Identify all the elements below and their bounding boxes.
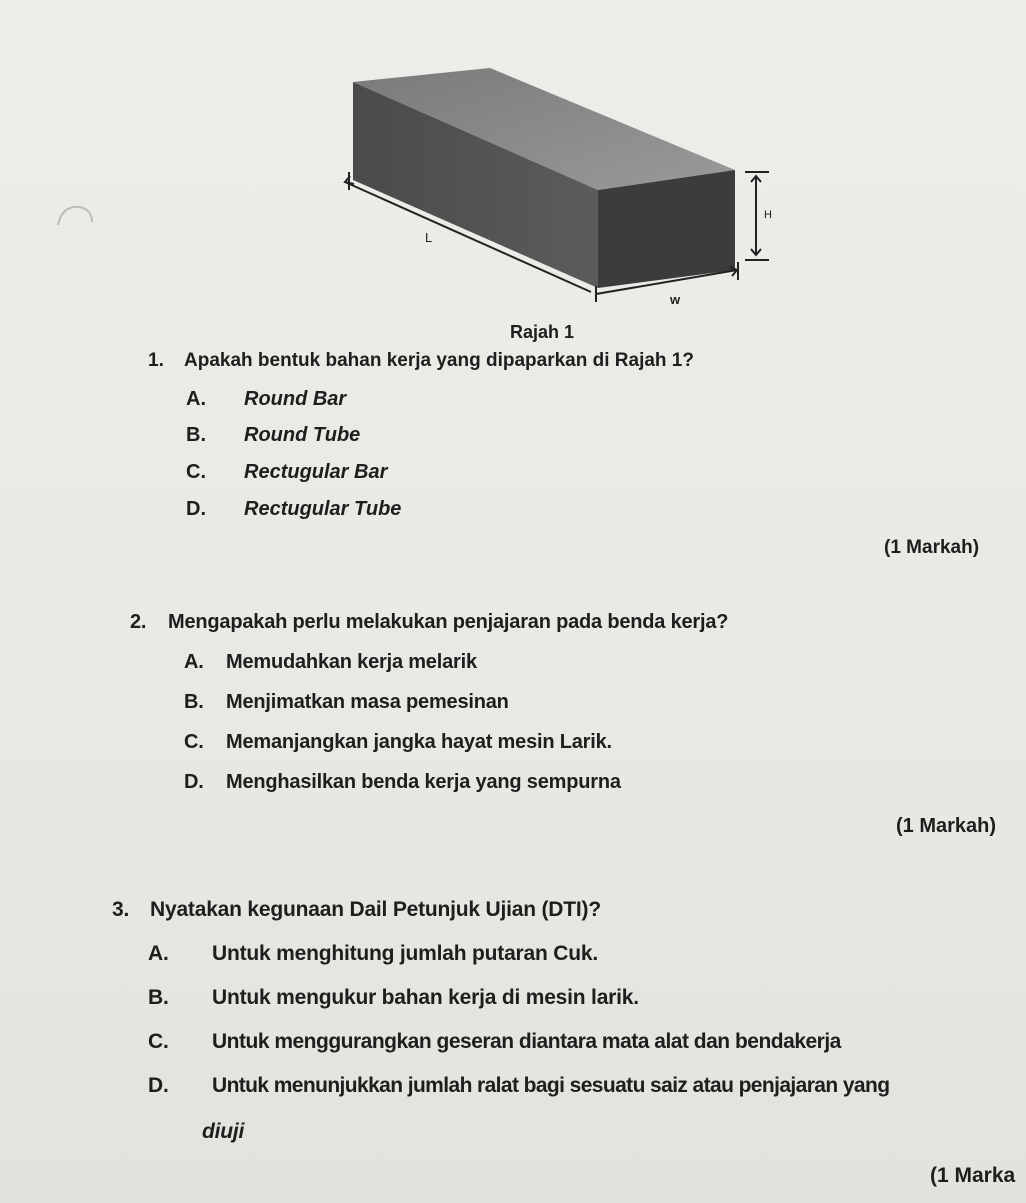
q2-option-a-letter: A. (184, 651, 204, 673)
rectangular-bar-figure (0, 0, 1026, 340)
question-2-number: 2. (130, 611, 147, 633)
q3-option-d-continuation: diuji (202, 1120, 245, 1143)
question-3-number: 3. (112, 898, 130, 921)
q1-option-c-letter: C. (186, 461, 206, 483)
q2-option-b: Menjimatkan masa pemesinan (226, 691, 509, 713)
q3-option-b-letter: B. (148, 986, 169, 1009)
q3-option-a-letter: A. (148, 942, 169, 965)
q1-option-a: Round Bar (244, 388, 347, 410)
q3-option-c-letter: C. (148, 1030, 169, 1053)
q2-option-b-letter: B. (184, 691, 204, 713)
margin-mark (58, 207, 92, 225)
q3-option-c: Untuk menggurangkan geseran diantara mata alat dan bendakerja (212, 1030, 841, 1053)
question-2-text: Mengapakah perlu melakukan penjajaran pada benda kerja? (168, 611, 729, 633)
dim-label-width: w (670, 292, 681, 307)
q2-option-d-letter: D. (184, 771, 204, 793)
q2-marks: (1 Markah) (896, 815, 997, 837)
q3-option-b: Untuk mengukur bahan kerja di mesin larik. (212, 986, 639, 1009)
q1-option-b: Round Tube (244, 424, 361, 446)
q2-option-a: Memudahkan kerja melarik (226, 651, 477, 673)
bar-end-face (598, 170, 735, 288)
q3-option-d-letter: D. (148, 1074, 169, 1097)
q1-option-d: Rectugular Tube (244, 498, 402, 520)
q3-marks: (1 Marka (930, 1164, 1016, 1187)
figure-caption: Rajah 1 (510, 322, 575, 342)
q3-option-d: Untuk menunjukkan jumlah ralat bagi sesuatu saiz atau penjajaran yang (212, 1074, 890, 1097)
dim-label-height: H (764, 209, 772, 221)
question-1-text: Apakah bentuk bahan kerja yang dipaparkan di Rajah 1? (184, 350, 694, 371)
question-3-text: Nyatakan kegunaan Dail Petunjuk Ujian (DTI)? (150, 898, 601, 921)
q3-option-a: Untuk menghitung jumlah putaran Cuk. (212, 942, 598, 965)
dim-label-length: L (425, 230, 433, 245)
q1-option-c: Rectugular Bar (244, 461, 388, 483)
q1-option-d-letter: D. (186, 498, 206, 520)
q2-option-c: Memanjangkan jangka hayat mesin Larik. (226, 731, 612, 753)
question-1-number: 1. (148, 350, 164, 371)
q1-marks: (1 Markah) (884, 537, 980, 558)
q1-option-b-letter: B. (186, 424, 206, 446)
q2-option-c-letter: C. (184, 731, 204, 753)
q2-option-d: Menghasilkan benda kerja yang sempurna (226, 771, 621, 793)
q1-option-a-letter: A. (186, 388, 206, 410)
